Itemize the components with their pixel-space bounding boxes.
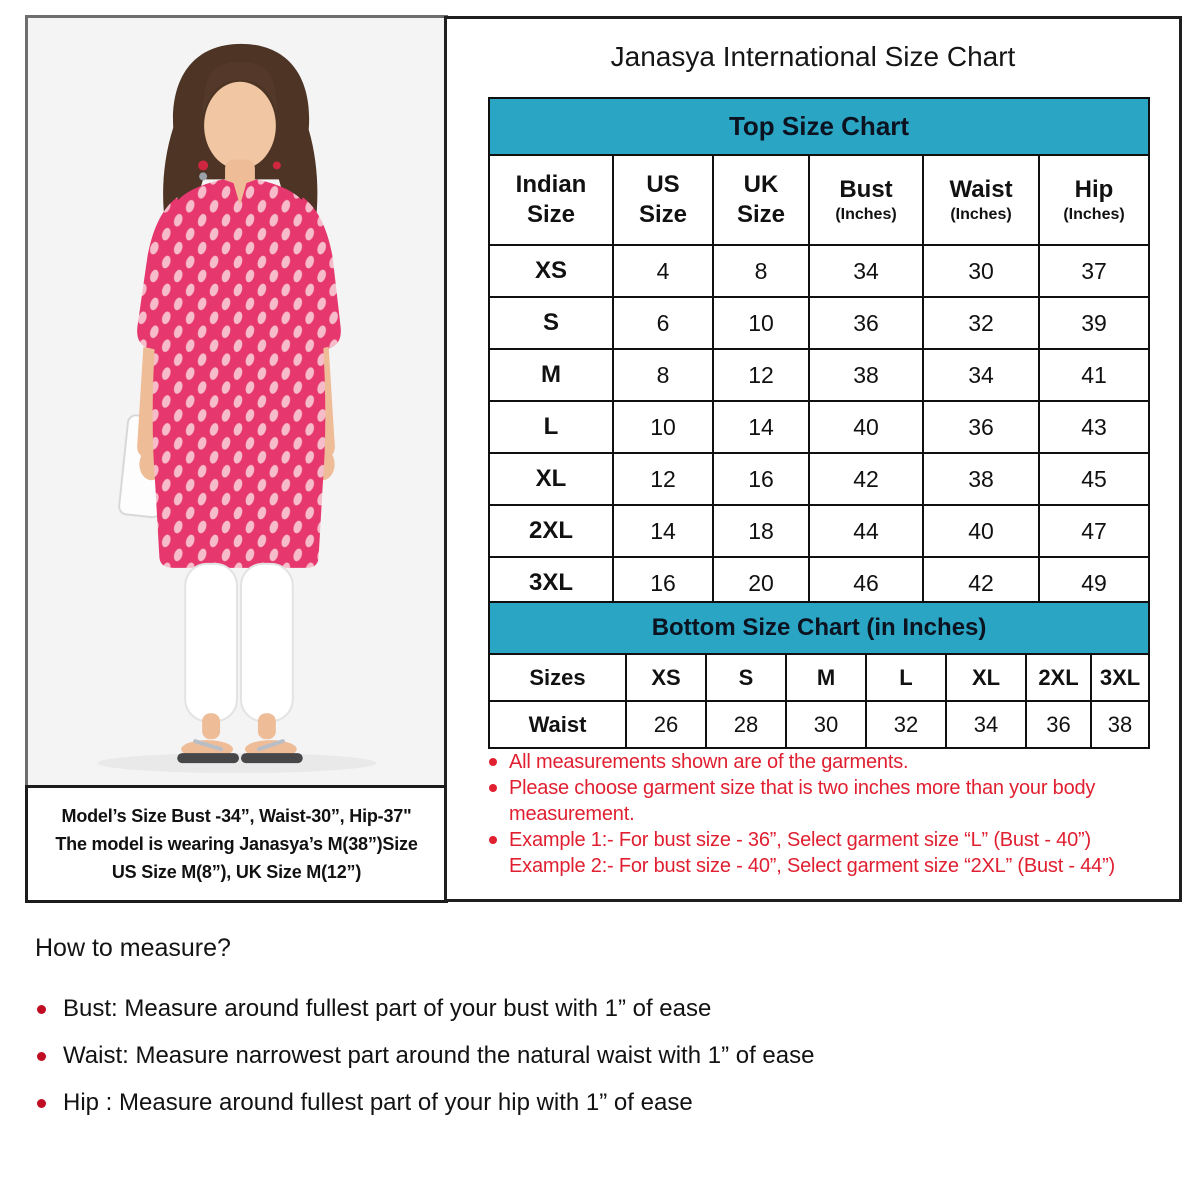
model-illustration: [28, 18, 445, 785]
table-row-s: S 6 10 36 32 39: [489, 297, 1149, 349]
col-hip: Hip (Inches): [1039, 155, 1149, 245]
model-photo: [25, 15, 448, 785]
caption-line-1: Model’s Size Bust -34”, Waist-30”, Hip-37": [61, 806, 412, 826]
col-us-size: US Size: [613, 155, 713, 245]
table-row-m: M 8 12 38 34 41: [489, 349, 1149, 401]
table-row-l: L 10 14 40 36 43: [489, 401, 1149, 453]
table-row-3xl: 3XL 16 20 46 42 49: [489, 557, 1149, 609]
bullet-dot-icon: [489, 784, 497, 792]
col-indian-size: Indian Size: [489, 155, 613, 245]
how-to-measure-heading: How to measure?: [35, 934, 231, 962]
top-chart-header: Top Size Chart: [489, 98, 1149, 155]
model-panel: [25, 15, 448, 903]
bottom-chart-waist-row: Waist 26 28 30 32 34 36 38: [489, 701, 1149, 748]
bullet-dot-icon: [37, 1005, 46, 1014]
measure-item-hip: Hip : Measure around fullest part of your hip with 1” of ease: [35, 1089, 1155, 1117]
bullet-dot-icon: [489, 758, 497, 766]
bottom-chart-header: Bottom Size Chart (in Inches): [489, 602, 1149, 654]
top-size-chart-table: [488, 97, 1150, 610]
table-row-xl: XL 12 16 42 38 45: [489, 453, 1149, 505]
size-chart-panel: [444, 16, 1182, 902]
bottom-size-chart-table: [488, 601, 1150, 749]
caption-line-2: The model is wearing Janasya’s M(38”)Size: [55, 834, 418, 854]
table-row-2xl: 2XL 14 18 44 40 47: [489, 505, 1149, 557]
note-garments: All measurements shown are of the garments.: [485, 749, 1181, 775]
measure-item-bust: Bust: Measure around fullest part of your bust with 1” of ease: [35, 995, 1155, 1023]
note-examples: Example 1:- For bust size - 36”, Select garment size “L” (Bust - 40”) Example 2:- For bust size - 40”, Select garment size “2XL” (Bust - 44”): [485, 827, 1181, 879]
how-to-measure-section: [35, 934, 1155, 1136]
bottom-chart-sizes-row: Sizes XS S M L XL 2XL 3XL: [489, 654, 1149, 701]
col-waist: Waist (Inches): [923, 155, 1039, 245]
table-row-xs: XS 4 8 34 30 37: [489, 245, 1149, 297]
col-uk-size: UK Size: [713, 155, 809, 245]
col-bust: Bust (Inches): [809, 155, 923, 245]
bullet-dot-icon: [37, 1099, 46, 1108]
note-choose-size: Please choose garment size that is two inches more than your body measurement.: [485, 775, 1181, 827]
model-size-caption: [25, 785, 448, 903]
bullet-dot-icon: [489, 836, 497, 844]
caption-line-3: US Size M(8”), UK Size M(12”): [111, 862, 362, 882]
measure-item-waist: Waist: Measure narrowest part around the natural waist with 1” of ease: [35, 1042, 1155, 1070]
page-title: Janasya International Size Chart: [610, 41, 1016, 72]
measurement-notes: [485, 749, 1181, 879]
top-chart-column-headers: [489, 155, 1149, 245]
bullet-dot-icon: [37, 1052, 46, 1061]
